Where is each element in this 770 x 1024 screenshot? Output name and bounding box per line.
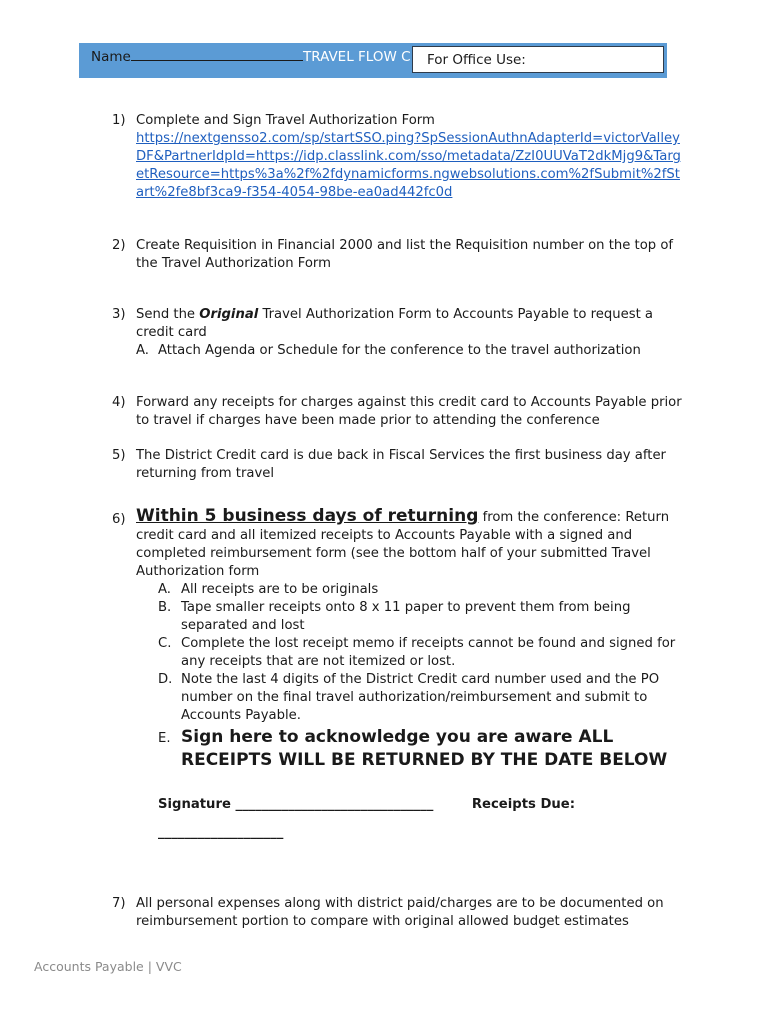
step-number: 6): [112, 512, 126, 527]
sub-item-a: A. All receipts are to be originals: [158, 582, 379, 597]
sub-item-e: E. Sign here to acknowledge you are aware ALL RECEIPTS WILL BE RETURNED BY THE DATE BELOW: [158, 727, 668, 770]
receipts-due-line[interactable]: ___________________: [158, 825, 284, 840]
step-3: [112, 306, 684, 360]
step-text: Complete and Sign Travel Authorization Form: [136, 113, 435, 128]
step-4: [112, 394, 684, 430]
signature-line[interactable]: Signature ______________________________: [158, 797, 434, 812]
emphasis-original: Original: [199, 307, 259, 322]
step-text: All personal expenses along with district paid/charges are to be documented on reimbursement portion to compare with original allowed budget estimates: [136, 896, 664, 929]
step-5: [112, 447, 684, 483]
travel-authorization-link[interactable]: https://nextgensso2.com/sp/startSSO.ping?SpSessionAuthnAdapterId=victorValleyDF&PartnerIdpId=https://idp.classlink.com/sso/metadata/ZzI0UUVaT2dkMjg9&TargetResource=https%3a%2f%2fdynamicforms.ngwebsolutions.com%2fSubmit%2fStart%2fe8bf3ca9-f354-4054-98be-ea0ad442fc0d: [136, 131, 681, 200]
signature-row: [158, 796, 684, 814]
sub-item-b: B. Tape smaller receipts onto 8 x 11 paper to prevent them from being separated and lost: [158, 600, 631, 633]
step-7: [112, 895, 684, 931]
step-number: 2): [112, 238, 126, 253]
acknowledge-heading: Sign here to acknowledge you are aware ALL RECEIPTS WILL BE RETURNED BY THE DATE BELOW: [181, 727, 668, 770]
step-text: Within 5 business days of returning from the conference: Return credit card and all itemized receipts to Accounts Payable with a signed and completed reimbursement form (see the bottom half of your submitted Travel Authorization form: [136, 506, 670, 579]
step-number: 7): [112, 896, 126, 911]
step-text: The District Credit card is due back in Fiscal Services the first business day after returning from travel: [136, 448, 666, 481]
step-number: 4): [112, 395, 126, 410]
step-number: 1): [112, 113, 126, 128]
office-use-box: For Office Use:: [412, 46, 664, 73]
document-title: TRAVEL FLOW C: [303, 49, 411, 65]
sub-item-c: C. Complete the lost receipt memo if receipts cannot be found and signed for any receipts that are not itemized or lost.: [158, 636, 676, 669]
step-number: 3): [112, 307, 126, 322]
receipts-due-label: Receipts Due:: [471, 797, 576, 812]
name-line[interactable]: [131, 48, 303, 61]
page-footer: Accounts Payable | VVC: [34, 959, 182, 974]
sub-item: [136, 342, 684, 360]
step-text: Create Requisition in Financial 2000 and list the Requisition number on the top of the Travel Authorization Form: [136, 238, 674, 271]
step-text: Forward any receipts for charges against this credit card to Accounts Payable prior to travel if charges have been made prior to attending the conference: [136, 395, 682, 428]
step-1: [112, 112, 684, 202]
sub-item-d: D. Note the last 4 digits of the District Credit card number used and the PO number on the final travel authorization/reimbursement and submit to Accounts Payable.: [158, 672, 660, 723]
sub-letter: A.: [136, 343, 149, 358]
step-number: 5): [112, 448, 126, 463]
deadline-emphasis: Within 5 business days of returning: [136, 506, 479, 526]
step-2: [112, 237, 684, 273]
step-6: [112, 507, 684, 842]
step-text: Send the Original Travel Authorization Form to Accounts Payable to request a credit card: [136, 307, 654, 340]
name-field-label: Name: [91, 48, 303, 65]
sub-text: Attach Agenda or Schedule for the conference to the travel authorization: [158, 343, 641, 358]
